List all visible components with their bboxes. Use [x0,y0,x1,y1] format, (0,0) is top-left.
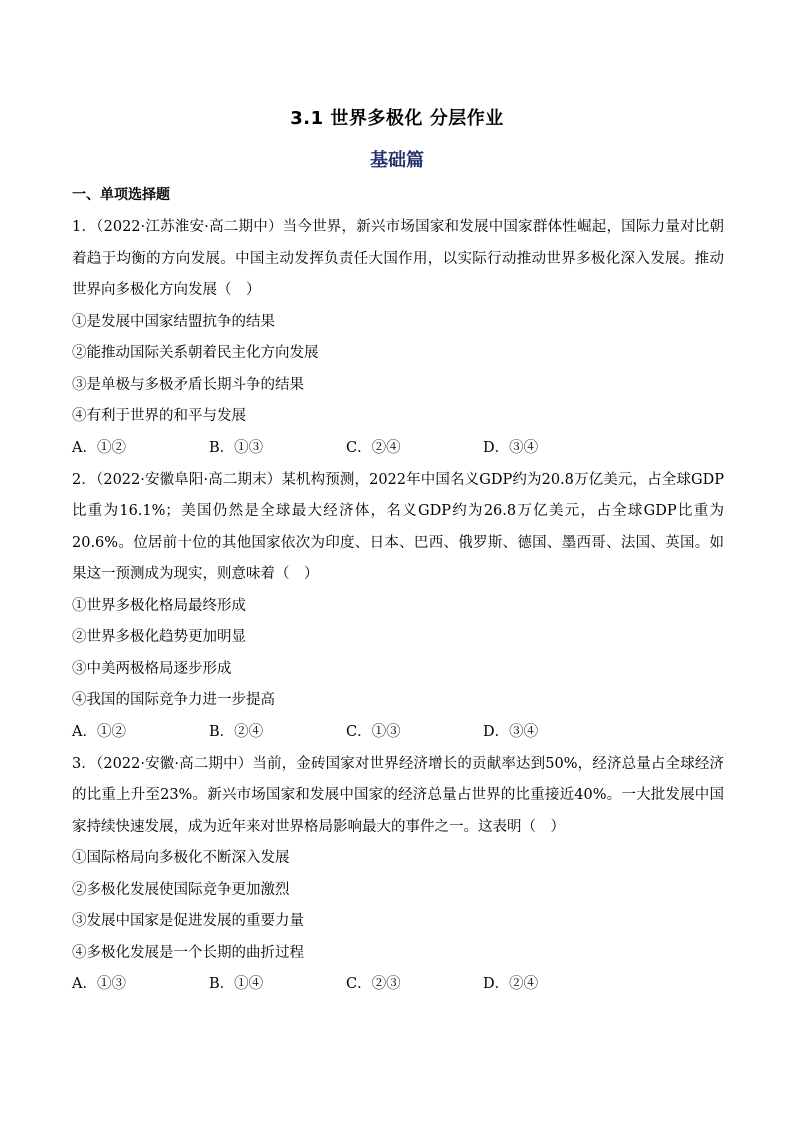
option-b: B．②④ [209,723,264,740]
question-2 [72,465,724,749]
question-stem: 1．（2022·江苏淮安·高二期中）当今世界，新兴市场国家和发展中国家群体性崛起，国际力量对比朝着趋于均衡的方向发展。中国主动发挥负责任大国作用，以实际行动推动世界多极化深入发展。推动世界向多极化方向发展（ ） [72,219,724,298]
question-list [72,212,724,1001]
question-3 [72,749,724,1002]
statement-item: ④我国的国际竞争力进一步提高 [72,692,275,708]
statement-item: ②世界多极化趋势更加明显 [72,629,246,645]
statement-item: ④多极化发展是一个长期的曲折过程 [72,944,304,961]
statement-item: ④有利于世界的和平与发展 [72,408,246,424]
statement-item: ②多极化发展使国际竞争更加激烈 [72,881,290,898]
question-stem: 2．（2022·安徽阜阳·高二期末）某机构预测，2022年中国名义GDP约为20.8万亿美元，占全球GDP比重为16.1%；美国仍然是全球最大经济体，名义GDP约为26.8万亿美元，占全球GDP比重为20.6%。位居前十位的其他国家依次为印度、日本、巴西、俄罗斯、德国、墨西哥、法国、英国。如果这一预测成为现实，则意味着（ ） [72,471,724,582]
statement-item: ③中美两极格局逐步形成 [72,660,232,677]
option-d: D．③④ [483,723,539,740]
statement-item: ③发展中国家是促进发展的重要力量 [72,913,304,929]
section-heading: 一、单项选择题 [72,187,170,203]
option-d: D．②④ [483,976,539,992]
document-title: 3.1 世界多极化 分层作业 [290,108,504,129]
option-a: A．①② [72,439,126,456]
option-b: B．①③ [209,439,264,456]
question-stem: 3．（2022·安徽·高二期中）当前，金砖国家对世界经济增长的贡献率达到50%，经济总量占全球经济的比重上升至23%。新兴市场国家和发展中国家的经济总量占世界的比重接近40%。一大批发展中国家持续快速发展，成为近年来对世界格局影响最大的事件之一。这表明（ ） [72,755,724,835]
statement-item: ①世界多极化格局最终形成 [72,597,246,614]
option-c: C．②③ [346,976,401,992]
option-c: C．②④ [346,439,401,456]
option-b: B．①④ [209,976,264,992]
option-a: A．①② [72,723,126,740]
option-a: A．①③ [72,976,126,992]
answer-options [72,969,724,1001]
statement-item: ①国际格局向多极化不断深入发展 [72,850,290,866]
option-c: C．①③ [346,723,401,740]
option-d: D．③④ [483,439,539,456]
answer-options [72,717,724,749]
question-1 [72,212,724,465]
statement-item: ③是单极与多极矛盾长期斗争的结果 [72,376,304,393]
statement-item: ①是发展中国家结盟抗争的结果 [72,313,275,330]
statement-item: ②能推动国际关系朝着民主化方向发展 [72,345,319,361]
document-subtitle: 基础篇 [370,150,424,171]
answer-options [72,433,724,465]
